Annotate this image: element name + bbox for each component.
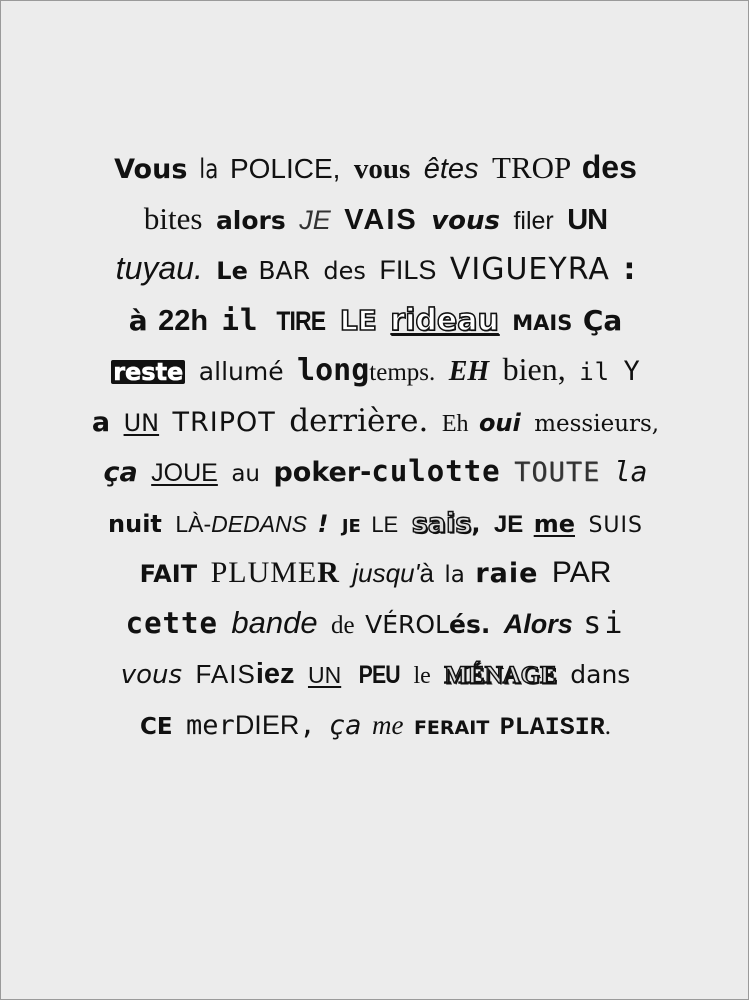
text-line-7 (37, 452, 714, 503)
word: cette (125, 605, 218, 640)
text-line-1 (37, 149, 714, 200)
word: reste (113, 358, 184, 386)
text-line-11 (37, 654, 714, 705)
word: JE (493, 510, 524, 538)
word: long (297, 353, 370, 388)
text-line-5 (37, 351, 714, 402)
word: dans (570, 660, 631, 689)
word: mer (186, 709, 235, 741)
word: a (91, 406, 111, 438)
word: LE (339, 303, 377, 337)
word: vous (353, 153, 411, 185)
word: au (231, 461, 260, 487)
word: des (323, 257, 366, 285)
word: messieurs, (534, 410, 660, 437)
word: UN (567, 203, 608, 236)
word: poker- (273, 457, 372, 488)
text-line-9 (37, 553, 714, 604)
word: JE (299, 204, 331, 235)
text-line-12 (37, 705, 714, 756)
word: EH (448, 356, 490, 387)
word: PEU (358, 661, 400, 689)
word: ! (317, 509, 329, 538)
word: és. (448, 609, 491, 639)
word: Vous (114, 154, 188, 185)
word: VIGUEYRA (449, 252, 610, 287)
word: Alors (503, 608, 573, 639)
word: tuyau. (115, 250, 203, 286)
word: allumé (198, 357, 284, 386)
word: alors (215, 205, 286, 235)
word: temps. (369, 359, 436, 386)
word: culotte (371, 454, 501, 488)
text-line-6 (37, 402, 714, 453)
word: PAR (551, 556, 612, 589)
word: sais (411, 507, 472, 539)
word: : (623, 252, 636, 287)
word: R (317, 556, 339, 589)
word: DEDANS (211, 510, 307, 537)
word: vous (431, 205, 500, 236)
word: bande (231, 604, 318, 640)
word: à (128, 303, 148, 337)
text-line-3 (37, 250, 714, 301)
word: FAIS (195, 659, 256, 689)
word: . (604, 712, 612, 740)
text-line-4 (37, 301, 714, 352)
word: SUIS (588, 512, 643, 538)
text-line-10 (37, 604, 714, 655)
word: filer (513, 206, 554, 235)
word: des (581, 149, 637, 185)
word: oui (478, 408, 521, 437)
word: , (299, 709, 316, 741)
ransom-note-text (37, 149, 714, 755)
word: rideau (390, 302, 499, 338)
word: FILS (379, 255, 437, 285)
word: PLAISIR (499, 712, 605, 742)
word: 22h (158, 304, 209, 337)
word: la (613, 455, 648, 488)
word: CE (139, 713, 173, 740)
word: iez (255, 658, 295, 690)
word: PLUME (210, 556, 318, 589)
word: me (533, 509, 575, 538)
word: il (221, 302, 259, 337)
word: LÀ- (175, 510, 212, 537)
word: à (419, 558, 434, 588)
word: UN (307, 662, 342, 688)
word: bien, (502, 351, 566, 387)
word: Eh (441, 410, 469, 437)
word: FERAIT (413, 716, 490, 739)
word: Ça (582, 303, 623, 337)
word: TOUTE (514, 457, 601, 488)
text-line-2 (37, 200, 714, 251)
word: me (372, 709, 404, 740)
word: BAR (258, 256, 310, 285)
word: FAIT (139, 560, 198, 588)
word: VAIS (344, 203, 418, 236)
word: la (444, 562, 465, 588)
word: UN (123, 408, 160, 437)
word: ça (329, 709, 362, 741)
word: JOUE (151, 459, 218, 487)
word: derrière. (289, 402, 429, 439)
word: Le (216, 257, 248, 285)
word: JE (341, 515, 361, 537)
word: MÉNAGE (444, 662, 557, 689)
word: Y (623, 356, 640, 387)
word: TRIPOT (172, 406, 276, 438)
word: vous (120, 660, 183, 690)
word: VÉROL (365, 609, 449, 639)
word: la (199, 154, 219, 185)
word: MAIS (512, 310, 573, 335)
word: LE (371, 511, 399, 537)
word: jusqu' (352, 558, 420, 588)
word: raie (475, 558, 539, 589)
word: nuit (108, 509, 162, 538)
word: de (331, 611, 355, 639)
word: DIER (234, 709, 300, 740)
word: TIRE (276, 305, 326, 336)
text-line-8 (37, 503, 714, 554)
word: , (471, 509, 481, 538)
word: le (413, 663, 431, 689)
word: bites (143, 200, 203, 236)
word: POLICE, (229, 153, 341, 184)
word: êtes (423, 153, 479, 185)
word: si (583, 605, 626, 641)
word: ça (103, 457, 138, 488)
word: TROP (492, 150, 572, 185)
word: il (579, 358, 611, 386)
